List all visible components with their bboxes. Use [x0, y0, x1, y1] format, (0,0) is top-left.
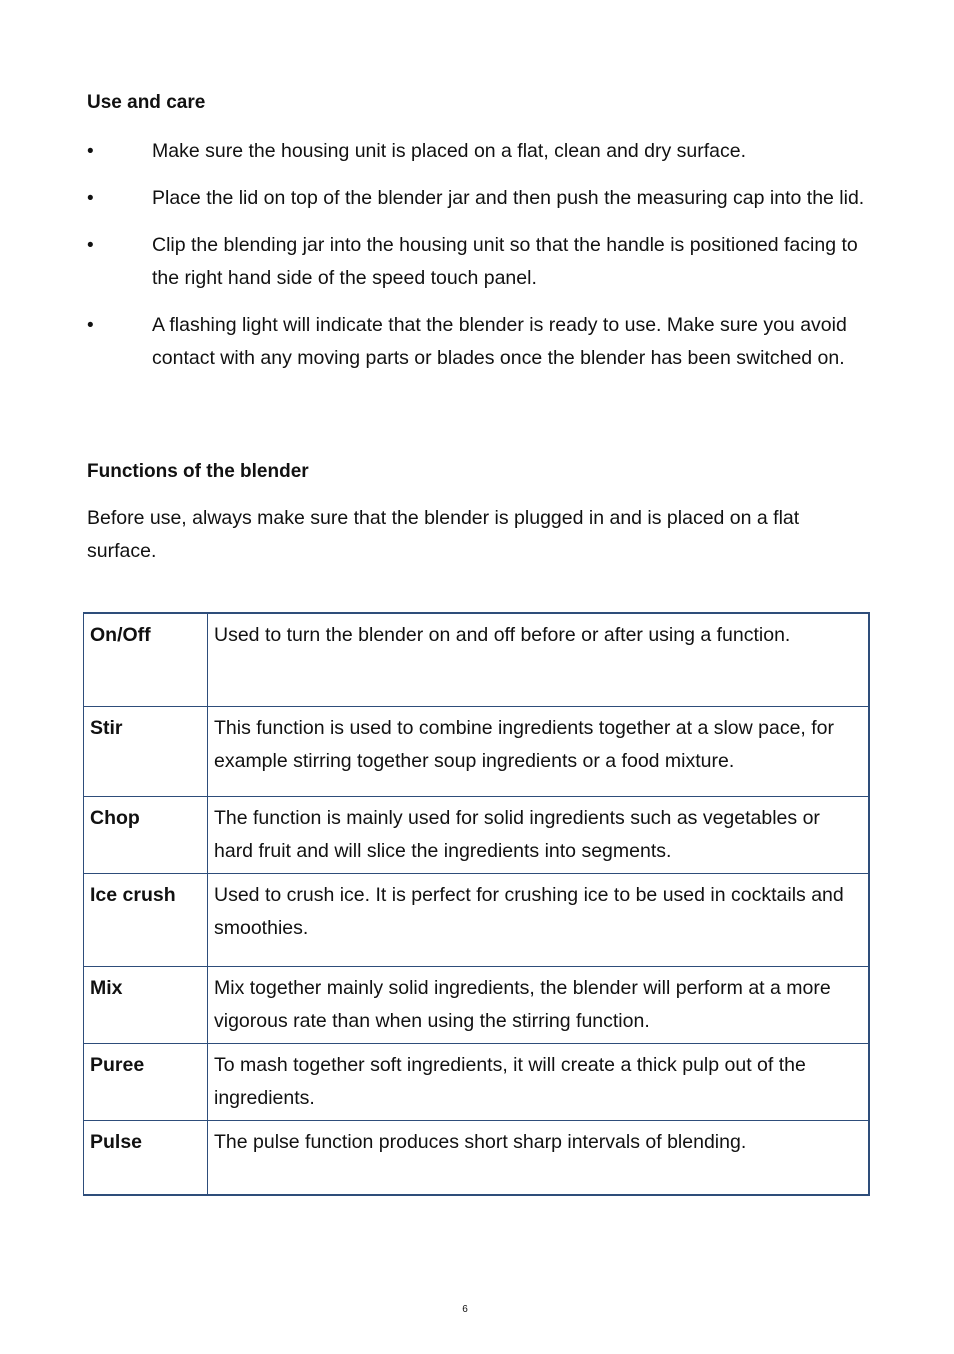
- list-item-text: Make sure the housing unit is placed on a flat, clean and dry surface.: [152, 140, 747, 162]
- bullet-icon: •: [87, 188, 94, 209]
- bullet-icon: •: [87, 141, 94, 162]
- function-description: This function is used to combine ingredients together at a slow pace, for example stirring together soup ingredients or a food mixture.: [208, 706, 870, 796]
- use-and-care-heading: Use and care: [87, 92, 206, 113]
- table-row: [84, 1043, 870, 1120]
- bullet-icon: •: [87, 315, 94, 336]
- function-name: Pulse: [84, 1120, 208, 1195]
- function-name: Stir: [84, 706, 208, 796]
- list-item: [87, 309, 867, 375]
- function-name: Mix: [84, 966, 208, 1043]
- table-row: [84, 966, 870, 1043]
- functions-heading: Functions of the blender: [87, 461, 309, 482]
- bullet-icon: •: [87, 235, 94, 256]
- table-row: [84, 706, 870, 796]
- list-item: [87, 182, 867, 215]
- functions-table: [83, 612, 870, 1196]
- function-name: On/Off: [84, 613, 208, 706]
- function-name: Ice crush: [84, 873, 208, 966]
- function-description: To mash together soft ingredients, it will create a thick pulp out of the ingredients.: [208, 1043, 870, 1120]
- function-name: Chop: [84, 796, 208, 873]
- table-row: [84, 1120, 870, 1195]
- function-description: The function is mainly used for solid ingredients such as vegetables or hard fruit and will slice the ingredients into segments.: [208, 796, 870, 873]
- functions-intro: Before use, always make sure that the blender is plugged in and is placed on a flat surface.: [87, 507, 800, 562]
- page-number: 6: [462, 1304, 468, 1315]
- list-item-text: Clip the blending jar into the housing unit so that the handle is positioned facing to the right hand side of the speed touch panel.: [152, 234, 858, 289]
- list-item-text: Place the lid on top of the blender jar and then push the measuring cap into the lid.: [152, 187, 865, 209]
- list-item: [87, 229, 867, 295]
- function-description: Used to turn the blender on and off before or after using a function.: [208, 613, 870, 706]
- use-and-care-list: [87, 135, 867, 389]
- list-item-text: A flashing light will indicate that the blender is ready to use. Make sure you avoid contact with any moving parts or blades once the blender has been switched on.: [152, 314, 847, 369]
- function-description: Mix together mainly solid ingredients, the blender will perform at a more vigorous rate than when using the stirring function.: [208, 966, 870, 1043]
- table-row: [84, 613, 870, 706]
- function-description: Used to crush ice. It is perfect for crushing ice to be used in cocktails and smoothies.: [208, 873, 870, 966]
- table-row: [84, 873, 870, 966]
- function-description: The pulse function produces short sharp intervals of blending.: [208, 1120, 870, 1195]
- list-item: [87, 135, 867, 168]
- function-name: Puree: [84, 1043, 208, 1120]
- table-row: [84, 796, 870, 873]
